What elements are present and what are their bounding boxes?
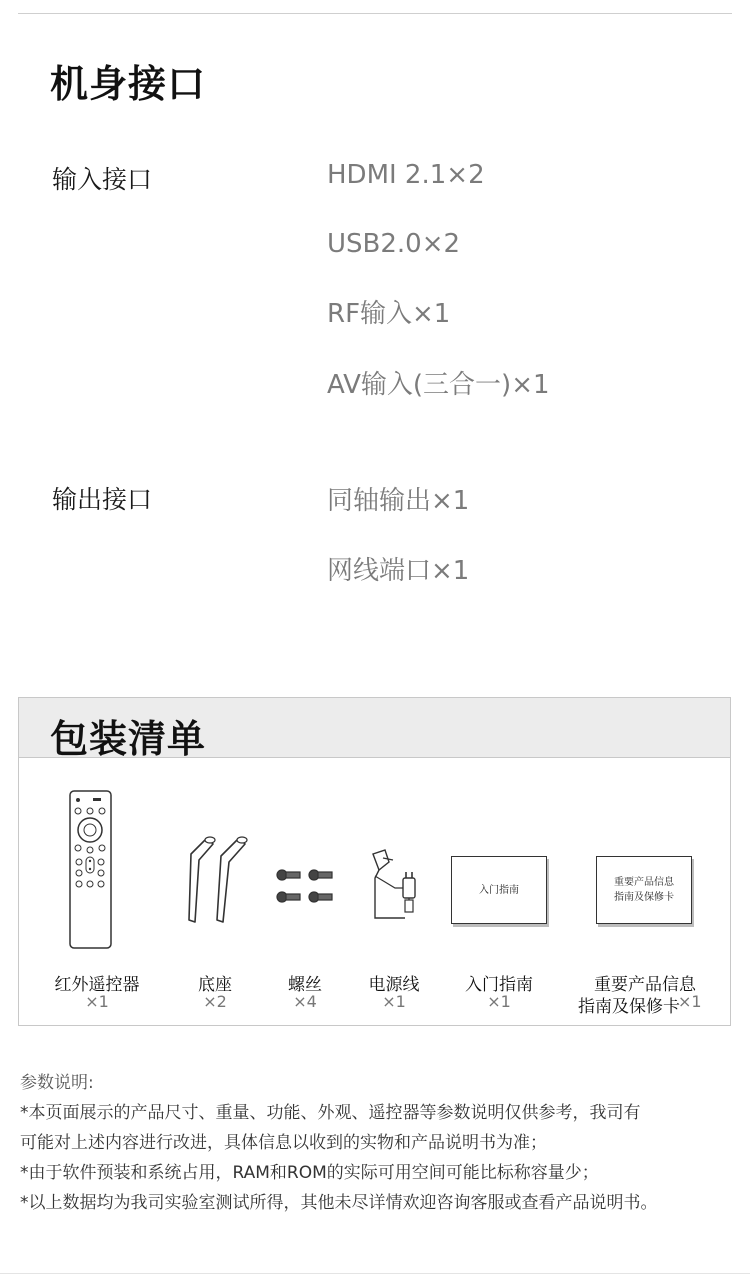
item-name-power-cord: 电源线 — [368, 975, 420, 995]
booklet-quick-guide-text: 入门指南 — [479, 884, 519, 896]
input-ports-label: 输入接口 — [52, 165, 153, 194]
spec-value-usb: USB2.0×2 — [327, 229, 461, 259]
booklet-icon — [451, 856, 547, 924]
notes-line: *以上数据均为我司实验室测试所得，其他未尽详情欢迎咨询客服或查看产品说明书。 — [20, 1193, 658, 1213]
booklet-warranty-text-line2: 指南及保修卡 — [614, 892, 674, 903]
spec-value-ethernet: 网线端口×1 — [327, 556, 470, 586]
item-qty-quick-guide: ×1 — [487, 992, 511, 1011]
item-qty-stand: ×2 — [203, 992, 227, 1011]
item-name-warranty-line1: 重要产品信息 — [594, 975, 696, 995]
item-qty-power-cord: ×1 — [382, 992, 406, 1011]
booklet-warranty-text-line1: 重要产品信息 — [614, 877, 674, 888]
screws-icon — [275, 864, 339, 910]
top-divider — [18, 13, 732, 14]
package-list-header — [19, 698, 730, 761]
item-name-stand: 底座 — [198, 975, 232, 995]
notes-heading: 参数说明: — [20, 1073, 94, 1093]
spec-value-hdmi: HDMI 2.1×2 — [327, 160, 485, 190]
package-list-box — [18, 697, 731, 1026]
booklet-icon — [596, 856, 692, 924]
notes-line: *本页面展示的产品尺寸、重量、功能、外观、遥控器等参数说明仅供参考，我司有 — [20, 1103, 641, 1123]
power-cord-icon — [365, 848, 425, 928]
item-name-screws: 螺丝 — [288, 975, 322, 995]
item-name-quick-guide: 入门指南 — [465, 975, 533, 995]
spec-value-av: AV输入(三合一)×1 — [327, 370, 550, 400]
item-qty-remote: ×1 — [85, 992, 109, 1011]
spec-notes — [20, 1068, 735, 1218]
stand-legs-icon — [179, 834, 251, 926]
item-qty-warranty: ×1 — [678, 992, 702, 1011]
notes-line: 可能对上述内容进行改进，具体信息以收到的实物和产品说明书为准； — [20, 1133, 547, 1153]
remote-control-icon — [69, 790, 113, 950]
interfaces-title: 机身接口 — [50, 62, 207, 106]
item-name-remote: 红外遥控器 — [54, 975, 140, 995]
package-list-title: 包装清单 — [50, 717, 207, 761]
spec-value-coaxial: 同轴输出×1 — [327, 486, 470, 516]
item-name-warranty-line2: 指南及保修卡 — [578, 997, 680, 1017]
notes-line: *由于软件预装和系统占用，RAM和ROM的实际可用空间可能比标称容量少； — [20, 1163, 599, 1183]
item-qty-screws: ×4 — [293, 992, 317, 1011]
spec-value-rf: RF输入×1 — [327, 299, 451, 329]
output-ports-label: 输出接口 — [52, 485, 153, 514]
